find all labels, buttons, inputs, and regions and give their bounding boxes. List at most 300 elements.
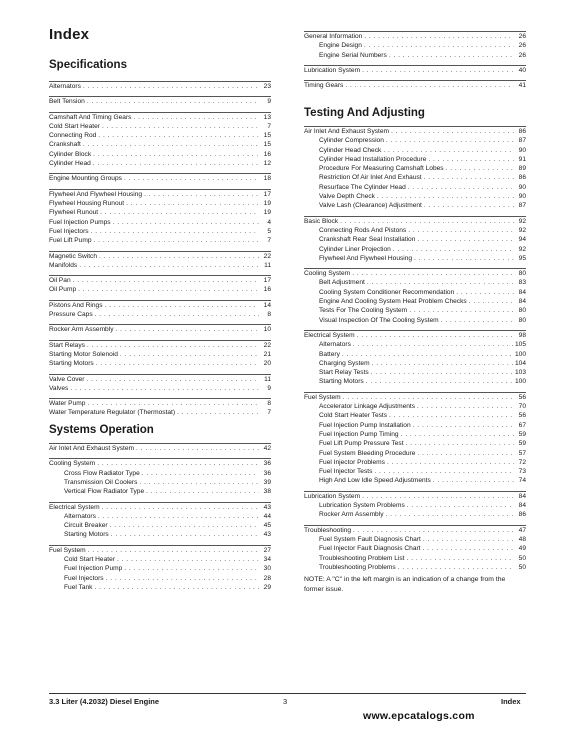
index-entry	[49, 399, 271, 408]
entry-page: 86	[518, 174, 526, 182]
entry-page: 84	[518, 502, 526, 510]
entry-page: 105	[514, 341, 526, 349]
index-entry	[304, 269, 526, 278]
entry-title: Lubrication System	[304, 66, 361, 74]
entry-page: 48	[518, 535, 526, 543]
index-entry	[49, 359, 271, 368]
index-group	[49, 374, 271, 394]
index-entry	[49, 159, 271, 168]
entry-page: 70	[518, 403, 526, 411]
entry-title: Fuel Injection Pump	[64, 565, 123, 573]
entry-title: Rocker Arm Assembly	[319, 511, 384, 519]
entry-title: Start Relay Tests	[319, 369, 369, 377]
entry-page: 86	[518, 128, 526, 135]
entry-title: Fuel Tank	[64, 583, 93, 591]
index-entry	[49, 459, 271, 468]
entry-title: Fuel Injection Pump Installation	[319, 421, 411, 429]
index-subentry	[304, 350, 526, 359]
entry-page: 14	[263, 301, 271, 309]
index-group	[49, 340, 271, 369]
entry-title: Fuel Injector Problems	[319, 458, 385, 466]
dot-leader	[116, 325, 260, 334]
entry-page: 80	[518, 316, 526, 324]
entry-title: Fuel Injection Pump Timing	[319, 430, 399, 438]
index-subentry	[49, 555, 271, 564]
entry-title: Oil Pump	[49, 286, 77, 294]
entry-title: Cylinder Head Installation Procedure	[319, 155, 427, 163]
index-entry	[49, 236, 271, 245]
index-entry	[49, 218, 271, 227]
index-group	[304, 31, 526, 60]
index-group	[49, 275, 271, 295]
entry-page: 27	[263, 546, 271, 554]
dot-leader	[374, 467, 514, 476]
dot-leader	[413, 421, 514, 430]
entry-page: 11	[264, 375, 271, 383]
entry-title: Connecting Rod	[49, 132, 97, 140]
entry-page: 92	[518, 217, 526, 225]
dot-leader	[117, 555, 259, 564]
index-entry	[49, 261, 271, 270]
entry-title: Procedure For Measuring Camshaft Lobes	[319, 165, 444, 173]
entry-title: Cooling System	[304, 270, 351, 278]
entry-title: Cylinder Head	[49, 160, 91, 168]
index-entry	[49, 341, 271, 350]
entry-page: 11	[264, 261, 271, 269]
entry-page: 57	[518, 449, 526, 457]
dot-leader	[93, 159, 259, 168]
entry-page: 15	[263, 132, 271, 140]
index-entry	[49, 82, 271, 91]
entry-title: Accelerator Linkage Adjustments	[319, 403, 416, 411]
entry-page: 56	[518, 393, 526, 401]
dot-leader	[73, 276, 259, 285]
index-subentry	[304, 510, 526, 519]
index-subentry	[49, 530, 271, 539]
index-entry	[49, 199, 271, 208]
entry-page: 84	[518, 288, 526, 296]
index-entry	[49, 131, 271, 140]
entry-page: 67	[518, 421, 526, 429]
entry-page: 26	[518, 33, 526, 40]
dot-leader	[352, 269, 514, 278]
entry-title: Circuit Breaker	[64, 522, 108, 530]
entry-page: 41	[518, 82, 526, 90]
entry-title: Engine Serial Numbers	[319, 51, 387, 59]
entry-page: 50	[518, 563, 526, 571]
index-subentry	[304, 359, 526, 368]
entry-page: 84	[518, 492, 526, 500]
dot-leader	[94, 236, 259, 245]
dot-leader	[377, 192, 514, 201]
entry-title: Basic Block	[304, 217, 339, 225]
entry-page: 74	[518, 477, 526, 485]
entry-title: Troubleshooting	[304, 526, 352, 534]
index-entry	[49, 122, 271, 131]
dot-leader	[113, 218, 259, 227]
dot-leader	[353, 526, 514, 535]
entry-page: 92	[518, 226, 526, 234]
index-group	[49, 81, 271, 91]
entry-page: 40	[518, 66, 526, 74]
entry-page: 16	[263, 150, 271, 158]
entry-page: 73	[518, 468, 526, 476]
entry-page: 90	[518, 193, 526, 201]
index-group	[304, 126, 526, 211]
entry-title: Starting Motors	[319, 378, 364, 386]
entry-page: 59	[518, 440, 526, 448]
entry-page: 26	[518, 42, 526, 50]
index-entry	[304, 393, 526, 402]
footer-section: Index	[501, 697, 521, 706]
dot-leader	[94, 583, 259, 592]
index-subentry	[304, 467, 526, 476]
index-subentry	[49, 564, 271, 573]
dot-leader	[111, 530, 259, 539]
entry-title: Fuel System	[304, 393, 341, 401]
index-entry	[49, 503, 271, 512]
entry-page: 43	[263, 503, 271, 511]
entry-title: Visual Inspection Of The Cooling System	[319, 316, 439, 324]
index-subentry	[304, 278, 526, 287]
entry-title: Cylinder Compression	[319, 137, 384, 145]
entry-page: 80	[518, 270, 526, 278]
entry-title: Fuel Injector Fault Diagnosis Chart	[319, 545, 421, 553]
entry-title: Belt Adjustment	[319, 279, 365, 287]
entry-title: Cylinder Block	[49, 150, 92, 158]
index-subentry	[304, 201, 526, 210]
dot-leader	[398, 563, 514, 572]
entry-title: Flywheel And Flywheel Housing	[319, 254, 413, 262]
dot-leader	[124, 174, 259, 183]
index-subentry	[304, 41, 526, 50]
index-entry	[49, 350, 271, 359]
index-group	[304, 80, 526, 90]
entry-page: 59	[518, 430, 526, 438]
entry-title: Valve Depth Check	[319, 193, 375, 201]
entry-title: Engine Design	[319, 42, 362, 50]
dot-leader	[345, 81, 514, 90]
dot-leader	[340, 217, 514, 226]
dot-leader	[87, 341, 259, 350]
entry-page: 94	[518, 236, 526, 244]
entry-title: Fuel Injector Tests	[319, 468, 373, 476]
entry-page: 38	[263, 488, 271, 496]
entry-title: Alternators	[64, 512, 96, 520]
entry-page: 19	[263, 209, 271, 217]
entry-title: Lubrication System	[304, 492, 361, 500]
entry-page: 86	[518, 511, 526, 519]
index-subentry	[304, 439, 526, 448]
index-subentry	[304, 368, 526, 377]
index-subentry	[304, 563, 526, 572]
dot-leader	[110, 521, 259, 530]
index-subentry	[304, 449, 526, 458]
index-entry	[49, 325, 271, 334]
entry-title: Valve Cover	[49, 375, 85, 383]
index-entry	[49, 546, 271, 555]
dot-leader	[414, 254, 514, 263]
entry-page: 104	[514, 359, 526, 367]
dot-leader	[424, 173, 514, 182]
index-subentry	[304, 535, 526, 544]
dot-leader	[409, 306, 514, 315]
index-entry	[49, 97, 271, 106]
entry-page: 36	[263, 460, 271, 468]
entry-title: Tests For The Cooling System	[319, 307, 408, 315]
dot-leader	[423, 535, 514, 544]
index-entry	[49, 301, 271, 310]
entry-page: 98	[518, 332, 526, 339]
entry-title: Valves	[49, 384, 69, 392]
dot-leader	[353, 340, 513, 349]
entry-title: Belt Tension	[49, 98, 85, 106]
index-subentry	[304, 306, 526, 315]
dot-leader	[120, 350, 259, 359]
index-subentry	[304, 254, 526, 263]
index-entry	[304, 331, 526, 340]
index-subentry	[304, 316, 526, 325]
entry-page: 26	[518, 51, 526, 59]
entry-page: 13	[263, 113, 271, 121]
entry-page: 23	[263, 83, 271, 90]
entry-title: General Information	[304, 33, 363, 40]
dot-leader	[417, 449, 514, 458]
dot-leader	[87, 399, 259, 408]
entry-page: 87	[518, 202, 526, 210]
entry-title: Fuel Injection Pumps	[49, 218, 111, 226]
dot-leader	[372, 359, 513, 368]
dot-leader	[386, 136, 514, 145]
entry-page: 28	[263, 574, 271, 582]
entry-page: 95	[518, 254, 526, 262]
index-entry	[49, 285, 271, 294]
dot-leader	[469, 297, 514, 306]
dot-leader	[342, 350, 513, 359]
index-entry	[49, 444, 271, 453]
dot-leader	[126, 199, 259, 208]
dot-leader	[87, 97, 259, 106]
entry-page: 4	[267, 218, 271, 226]
entry-page: 89	[518, 165, 526, 173]
entry-title: Transmission Oil Coolers	[64, 478, 138, 486]
index-subentry	[304, 430, 526, 439]
index-group	[49, 251, 271, 271]
dot-leader	[371, 368, 513, 377]
entry-title: Crankshaft Rear Seal Installation	[319, 236, 416, 244]
entry-title: Fuel System	[49, 546, 86, 554]
index-subentry	[304, 245, 526, 254]
dot-leader	[177, 408, 259, 417]
dot-leader	[428, 155, 514, 164]
index-entry	[49, 208, 271, 217]
entry-page: 22	[263, 252, 271, 260]
index-group	[49, 300, 271, 320]
index-group	[304, 65, 526, 75]
entry-page: 91	[518, 155, 526, 163]
entry-page: 7	[267, 237, 271, 245]
entry-page: 44	[263, 512, 271, 520]
index-subentry	[304, 51, 526, 60]
index-entry	[304, 526, 526, 535]
systems-operation-heading: Systems Operation	[49, 424, 154, 436]
entry-title: Crankshaft	[49, 141, 81, 149]
dot-leader	[93, 150, 259, 159]
dot-leader	[146, 487, 259, 496]
entry-page: 47	[518, 526, 526, 534]
entry-title: Cross Flow Radiator Type	[64, 469, 140, 477]
entry-page: 49	[518, 545, 526, 553]
dot-leader	[367, 278, 514, 287]
index-subentry	[49, 574, 271, 583]
entry-page: 7	[267, 122, 271, 130]
index-subentry	[49, 478, 271, 487]
dot-leader	[343, 393, 514, 402]
entry-title: Water Pump	[49, 400, 86, 408]
index-subentry	[304, 421, 526, 430]
entry-title: Pistons And Rings	[49, 301, 103, 309]
entry-title: Camshaft And Timing Gears	[49, 113, 132, 121]
entry-title: Flywheel And Flywheel Housing	[49, 190, 143, 198]
index-group	[49, 324, 271, 334]
dot-leader	[424, 201, 514, 210]
entry-page: 10	[263, 326, 271, 334]
dot-leader	[79, 261, 259, 270]
index-entry	[49, 276, 271, 285]
index-entry	[49, 190, 271, 199]
entry-title: Fuel Lift Pump	[49, 237, 92, 245]
entry-page: 17	[263, 277, 271, 285]
entry-title: Flywheel Housing Runout	[49, 199, 125, 207]
index-entry	[49, 227, 271, 236]
index-subentry	[304, 164, 526, 173]
entry-title: Fuel Injectors	[49, 227, 89, 235]
index-subentry	[304, 411, 526, 420]
dot-leader	[86, 375, 259, 384]
entry-title: Engine Mounting Groups	[49, 175, 122, 183]
entry-page: 17	[263, 190, 271, 198]
entry-page: 72	[518, 458, 526, 466]
dot-leader	[391, 127, 514, 136]
dot-leader	[383, 146, 514, 155]
dot-leader	[364, 41, 514, 50]
specifications-heading: Specifications	[49, 59, 127, 71]
dot-leader	[95, 310, 259, 319]
entry-page: 84	[518, 298, 526, 306]
index-entry	[49, 150, 271, 159]
dot-leader	[433, 476, 514, 485]
entry-title: Starting Motors	[64, 531, 109, 539]
entry-page: 36	[263, 469, 271, 477]
entry-page: 16	[263, 286, 271, 294]
entry-page: 83	[518, 279, 526, 287]
dot-leader	[408, 226, 514, 235]
index-subentry	[304, 173, 526, 182]
testing-and-adjusting-heading: Testing And Adjusting	[304, 107, 425, 119]
entry-title: Start Relays	[49, 341, 85, 349]
index-subentry	[304, 235, 526, 244]
dot-leader	[406, 439, 514, 448]
footer-title: 3.3 Liter (4.2032) Diesel Engine	[49, 697, 160, 706]
entry-title: Vertical Flow Radiator Type	[64, 488, 145, 496]
entry-page: 22	[263, 341, 271, 349]
entry-page: 42	[263, 445, 271, 452]
index-subentry	[304, 297, 526, 306]
dot-leader	[423, 544, 514, 553]
entry-page: 7	[267, 409, 271, 417]
index-subentry	[304, 501, 526, 510]
entry-page: 5	[267, 227, 271, 235]
entry-title: Cold Start Heater Tests	[319, 412, 388, 420]
entry-title: Troubleshooting Problem List	[319, 554, 405, 562]
index-entry	[49, 140, 271, 149]
index-subentry	[49, 521, 271, 530]
dot-leader	[144, 190, 259, 199]
index-group	[49, 398, 271, 418]
dot-leader	[389, 411, 514, 420]
dot-leader	[407, 501, 514, 510]
entry-title: Fuel System Fault Diagnosis Chart	[319, 535, 421, 543]
entry-title: Cooling System	[49, 460, 96, 468]
entry-title: Air Inlet And Exhaust System	[304, 128, 390, 135]
entry-page: 8	[267, 310, 271, 318]
page-title: Index	[49, 26, 90, 43]
index-group	[304, 330, 526, 387]
dot-leader	[407, 554, 514, 563]
dot-leader	[417, 402, 514, 411]
index-group	[304, 525, 526, 572]
entry-title: Resurface The Cylinder Head	[319, 183, 406, 191]
index-subentry	[304, 402, 526, 411]
index-entry	[49, 113, 271, 122]
dot-leader	[105, 301, 259, 310]
entry-title: Fuel Injectors	[64, 574, 104, 582]
entry-title: Water Temperature Regulator (Thermostat)	[49, 409, 176, 417]
index-subentry	[49, 487, 271, 496]
dot-leader	[362, 66, 514, 75]
dot-leader	[99, 252, 259, 261]
index-subentry	[304, 458, 526, 467]
entry-title: Electrical System	[49, 503, 100, 511]
entry-title: Cylinder Head Check	[319, 146, 382, 154]
dot-leader	[102, 503, 259, 512]
entry-page: 43	[263, 531, 271, 539]
index-group	[49, 189, 271, 246]
index-group	[49, 545, 271, 592]
index-subentry	[49, 469, 271, 478]
index-group	[304, 491, 526, 520]
index-entry	[49, 375, 271, 384]
index-subentry	[304, 554, 526, 563]
dot-leader	[100, 208, 259, 217]
entry-title: Starting Motors	[49, 360, 94, 368]
entry-page: 19	[263, 199, 271, 207]
index-entry	[49, 252, 271, 261]
index-subentry	[304, 476, 526, 485]
entry-page: 92	[518, 245, 526, 253]
index-group	[49, 173, 271, 183]
entry-title: Air Inlet And Exhaust System	[49, 445, 135, 452]
entry-page: 50	[518, 554, 526, 562]
index-entry	[304, 492, 526, 501]
entry-page: 87	[518, 137, 526, 145]
dot-leader	[70, 384, 259, 393]
entry-title: Cooling System Conditioner Recommendation	[319, 288, 455, 296]
entry-page: 9	[267, 98, 271, 106]
dot-leader	[456, 288, 514, 297]
index-entry	[304, 217, 526, 226]
index-entry	[304, 32, 526, 41]
